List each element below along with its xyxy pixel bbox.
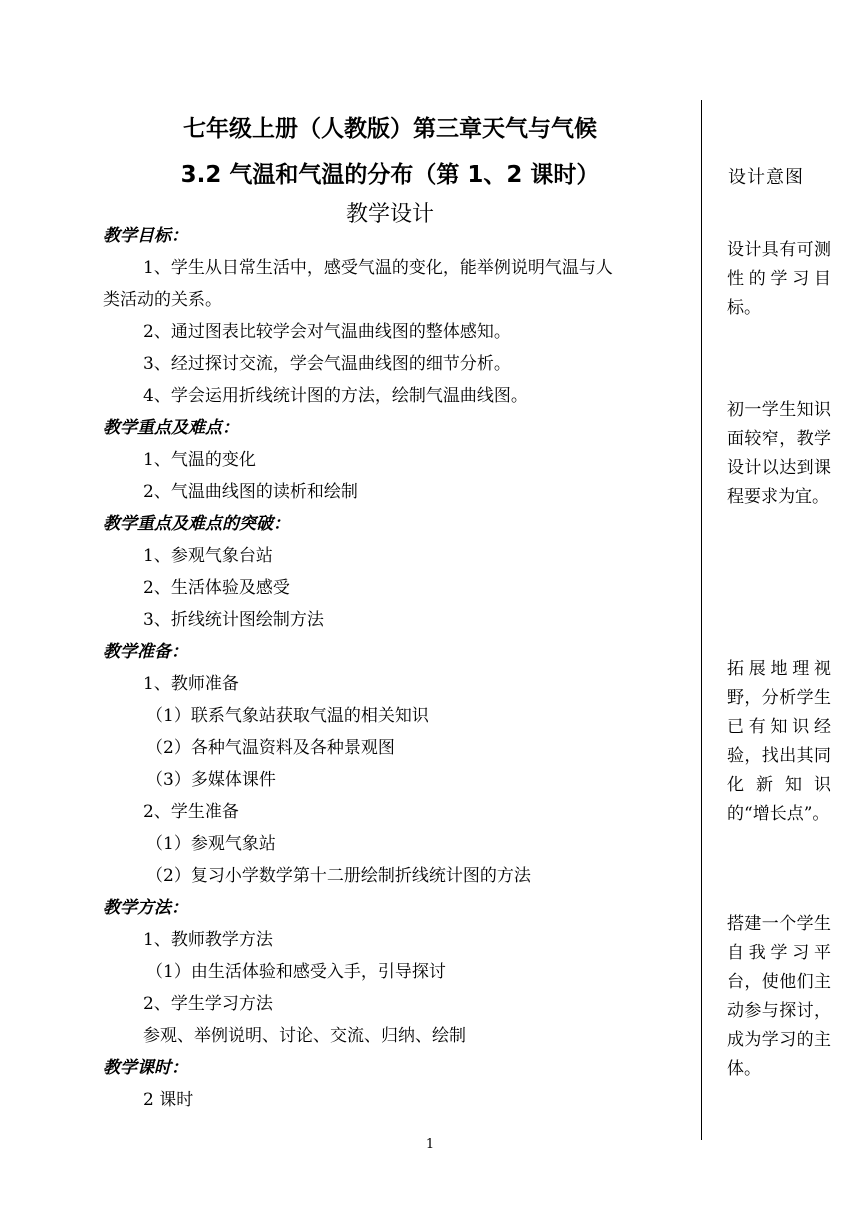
methods-student-item-1: 参观、举例说明、讨论、交流、归纳、绘制 <box>143 1026 466 1046</box>
methods-heading: 教学方法： <box>103 898 188 918</box>
breakthrough-item-2: 2、生活体验及感受 <box>143 578 290 598</box>
breakthrough-item-3: 3、折线统计图绘制方法 <box>143 610 324 630</box>
preparation-teacher: 1、教师准备 <box>143 674 239 694</box>
preparation-teacher-item-2: （2）各种气温资料及各种景观图 <box>146 738 395 758</box>
preparation-teacher-item-1: （1）联系气象站获取气温的相关知识 <box>146 706 429 726</box>
page-number: 1 <box>425 1137 435 1152</box>
objective-item-1: 1、学生从日常生活中，感受气温的变化，能举例说明气温与人 <box>143 258 613 278</box>
objective-item-3: 3、经过探讨交流，学会气温曲线图的细节分析。 <box>143 354 511 374</box>
breakthrough-heading: 教学重点及难点的突破： <box>103 514 290 534</box>
preparation-heading: 教学准备： <box>103 642 188 662</box>
methods-student: 2、学生学习方法 <box>143 994 273 1014</box>
methods-teacher: 1、教师教学方法 <box>143 930 273 950</box>
document-title: 七年级上册（人教版）第三章天气与气候 <box>183 116 597 142</box>
document-type: 教学设计 <box>345 202 434 227</box>
objectives-heading: 教学目标： <box>103 226 188 246</box>
preparation-student-item-1: （1）参观气象站 <box>146 834 276 854</box>
objective-item-1-cont: 类活动的关系。 <box>103 290 222 310</box>
sidebar-note-4: 搭建一个学生自我学习平台，使他们主动参与探讨，成为学习的主体。 <box>727 914 831 1079</box>
key-points-heading: 教学重点及难点： <box>103 418 239 438</box>
key-point-item-1: 1、气温的变化 <box>143 450 256 470</box>
preparation-student: 2、学生准备 <box>143 802 239 822</box>
objective-item-4: 4、学会运用折线统计图的方法，绘制气温曲线图。 <box>143 386 528 406</box>
methods-teacher-item-1: （1）由生活体验和感受入手，引导探讨 <box>146 962 446 982</box>
document-subtitle: 3.2 气温和气温的分布（第 1、2 课时） <box>180 162 600 188</box>
breakthrough-item-1: 1、参观气象台站 <box>143 546 273 566</box>
sidebar-note-1: 设计具有可测性的学习目标。 <box>727 240 831 318</box>
hours-value: 2 课时 <box>143 1090 194 1110</box>
column-divider <box>701 100 702 1140</box>
objective-item-2: 2、通过图表比较学会对气温曲线图的整体感知。 <box>143 322 511 342</box>
sidebar-note-2: 初一学生知识面较窄，教学设计以达到课程要求为宜。 <box>727 400 831 507</box>
preparation-teacher-item-3: （3）多媒体课件 <box>146 770 276 790</box>
key-point-item-2: 2、气温曲线图的读析和绘制 <box>143 482 358 502</box>
preparation-student-item-2: （2）复习小学数学第十二册绘制折线统计图的方法 <box>146 866 531 886</box>
sidebar-note-3: 拓展地理视野，分析学生已有知识经验，找出其同化新知识的“增长点”。 <box>727 659 831 824</box>
hours-heading: 教学课时： <box>103 1058 188 1078</box>
sidebar-title: 设计意图 <box>728 167 804 188</box>
